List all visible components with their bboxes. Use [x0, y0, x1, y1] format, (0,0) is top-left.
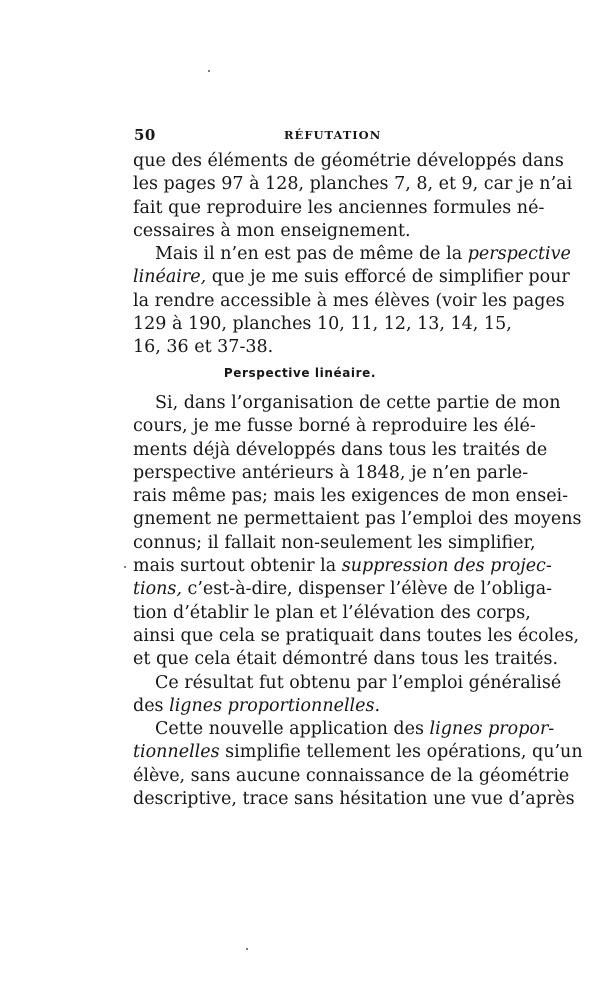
text-line: et que cela était démontré dans tous les traités. — [133, 649, 559, 670]
text-line: perspective antérieurs à 1848, je n’en parle- — [133, 462, 529, 483]
scan-speck — [246, 948, 248, 950]
text-line: 129 à 190, planches 10, 11, 12, 13, 14, 15, — [133, 314, 512, 335]
text-line — [133, 718, 555, 741]
text-line: les pages 97 à 128, planches 7, 8, et 9, car je n’ai — [133, 174, 573, 195]
text-line: 16, 36 et 37-38. — [133, 337, 274, 358]
text-line: Si, dans l’organisation de cette partie de mon — [155, 393, 561, 413]
text-line: gnement ne permettaient pas l’emploi des moyens — [133, 509, 582, 530]
text-line: ainsi que cela se pratiquait dans toutes les écoles, — [133, 625, 580, 646]
page-header — [134, 126, 506, 148]
emphasis-text: suppression des projec- — [341, 556, 552, 577]
text-line: tion d’établir le plan et l’élévation des corps, — [133, 602, 531, 623]
running-title: RÉFUTATION — [284, 128, 382, 142]
scan-speck — [208, 70, 210, 72]
text-line — [133, 695, 507, 718]
text-line: Ce résultat fut obtenu par l’emploi généralisé — [155, 672, 562, 693]
text-line: cours, je me fusse borné à reproduire les élé- — [133, 416, 536, 437]
text-line: ments déjà développés dans tous les traités de — [133, 439, 548, 460]
text-run: c’est-à-dire, dispenser l’élève de l’obliga- — [181, 579, 553, 600]
text-run: des — [133, 695, 170, 716]
text-line — [133, 243, 571, 266]
emphasis-text: perspective — [467, 244, 571, 265]
text-line: la rendre accessible à mes élèves (voir les pages — [133, 290, 565, 311]
text-line: cessaires à mon enseignement. — [133, 220, 411, 241]
text-line: rais même pas; mais les exigences de mon ensei- — [133, 486, 569, 507]
emphasis-text: lignes proportionnelles. — [169, 695, 381, 716]
text-run: simplifie tellement les opérations, qu’un — [219, 742, 583, 763]
text-line — [133, 741, 583, 764]
text-line: élève, sans aucune connaissance de la géométrie — [133, 765, 570, 786]
text-line: que des éléments de géométrie développés dans — [133, 151, 564, 171]
text-line: connus; il fallait non-seulement les simplifier, — [133, 532, 536, 553]
emphasis-text: lignes propor- — [429, 719, 555, 740]
emphasis-text: tions, — [133, 579, 182, 600]
paragraph-body — [133, 392, 583, 811]
paragraph-intro — [133, 150, 573, 360]
page-number: 50 — [134, 126, 156, 144]
text-run: que je me suis efforcé de simplifier pour — [206, 267, 570, 288]
text-line: fait que reproduire les anciennes formules né- — [133, 197, 545, 218]
text-line — [133, 266, 570, 289]
text-run: Mais il n’en est pas de même de la — [155, 244, 468, 265]
text-line — [133, 578, 553, 601]
text-line — [133, 555, 552, 578]
emphasis-text: linéaire, — [133, 267, 207, 288]
text-line: descriptive, trace sans hésitation une vue d’après — [133, 789, 575, 810]
text-run: mais surtout obtenir la — [133, 556, 342, 577]
section-heading: Perspective linéaire. — [223, 366, 377, 380]
scan-speck — [124, 566, 126, 568]
text-run: Cette nouvelle application des — [155, 719, 430, 740]
emphasis-text: tionnelles — [133, 742, 220, 763]
